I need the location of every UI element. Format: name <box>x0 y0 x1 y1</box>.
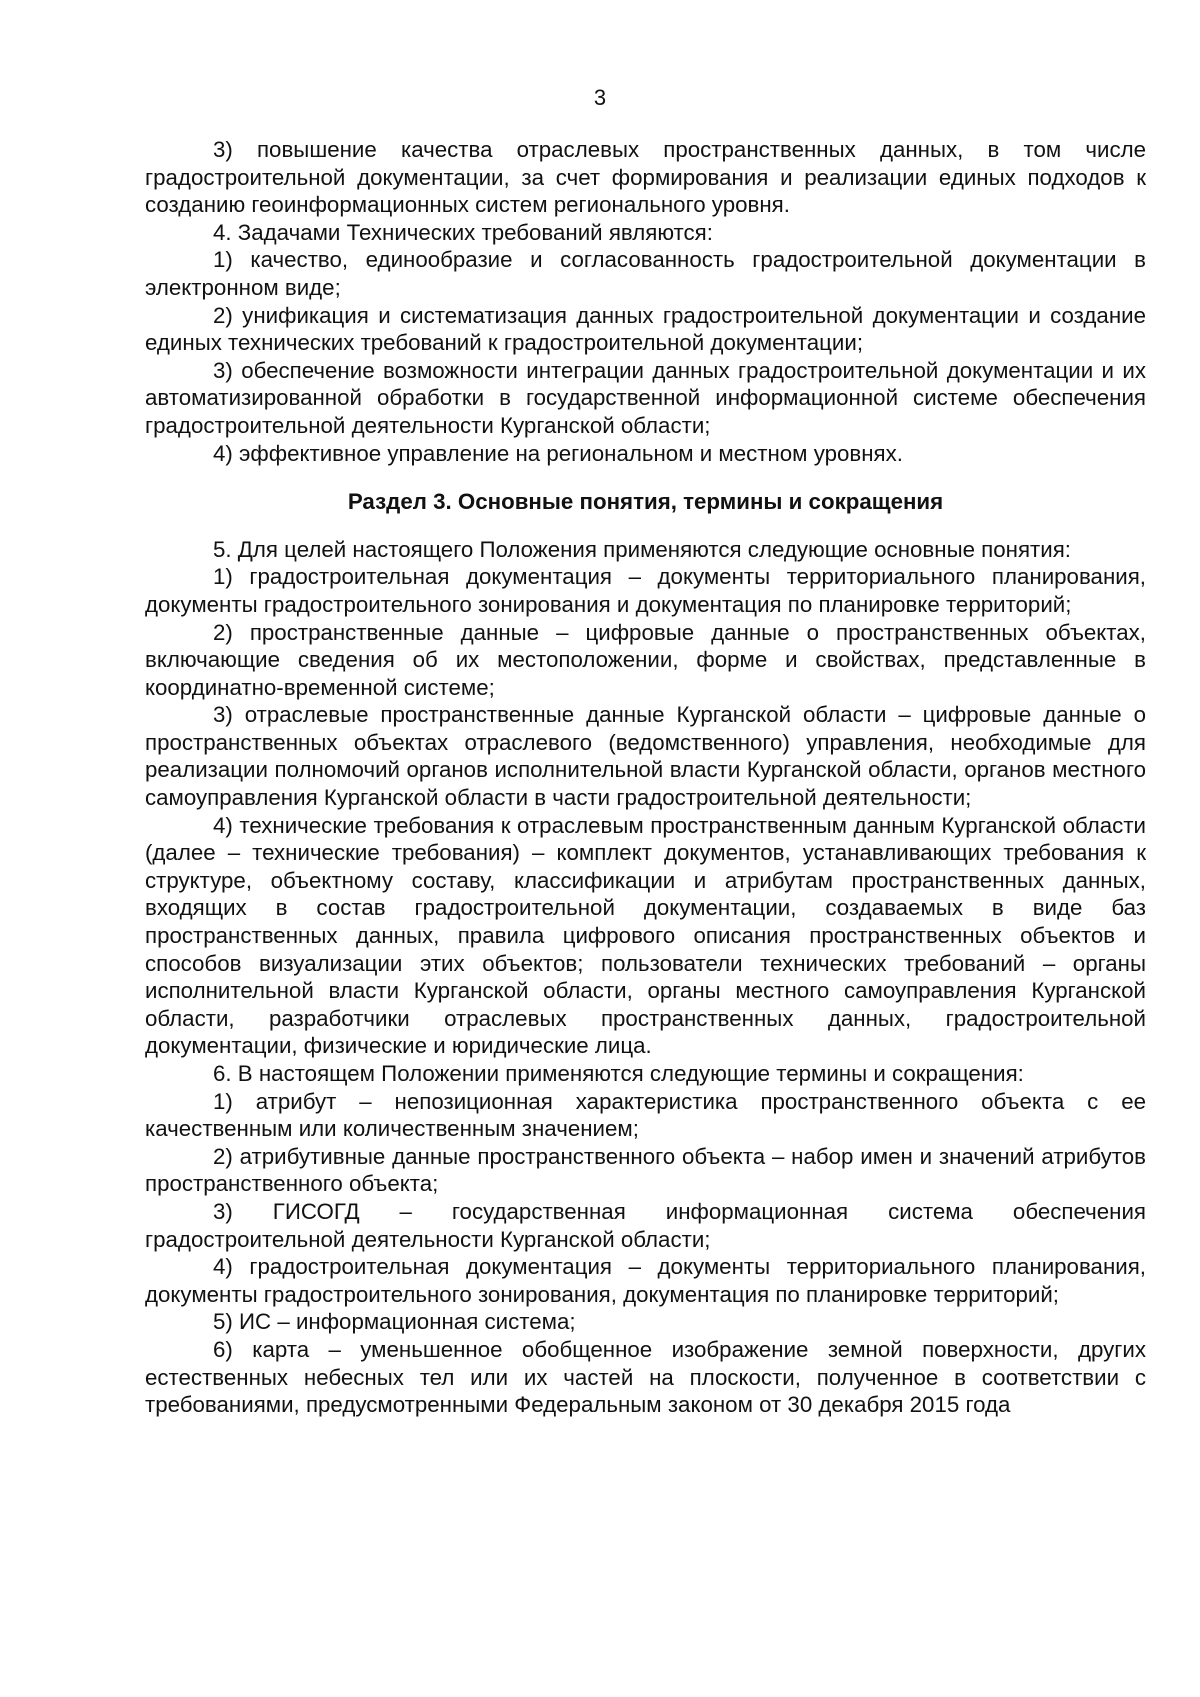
paragraph: 2) унификация и систематизация данных градостроительной документации и создание единых технических требований к градостроительной документации; <box>145 302 1146 356</box>
paragraph: 3) ГИСОГД – государственная информационная система обеспечения градостроительной деятельности Курганской области; <box>145 1198 1146 1252</box>
paragraph: 1) качество, единообразие и согласованность градостроительной документации в электронном виде; <box>145 247 1146 300</box>
paragraph: 4. Задачами Технических требований являются: <box>213 219 713 245</box>
page-number: 3 <box>593 85 607 110</box>
paragraph: 6. В настоящем Положении применяются следующие термины и сокращения: <box>213 1061 1024 1086</box>
paragraph: 1) атрибут – непозиционная характеристика пространственного объекта с ее качественным или количественным значением; <box>145 1088 1146 1142</box>
paragraph: 3) отраслевые пространственные данные Курганской области – цифровые данные о пространственных объектах отраслевого (ведомственного) управления, необходимые для реализации полномочий органов исполнительной власти Курганской области, органов местного самоуправления Курганской области в части градостроительной деятельности; <box>145 702 1146 811</box>
paragraph: 3) обеспечение возможности интеграции данных градостроительной документации и их автоматизированной обработки в государственной информационной системе обеспечения градостроительной деятельности Курганской области; <box>145 357 1146 438</box>
paragraph: 6) карта – уменьшенное обобщенное изображение земной поверхности, других естественных небесных тел или их частей на плоскости, полученное в соответствии с требованиями, предусмотренными Федеральным законом от 30 декабря 2015 года <box>145 1336 1146 1418</box>
paragraph: 4) технические требования к отраслевым пространственным данным Курганской области (далее – технические требования) – комплект документов, устанавливающих требования к структуре, объектному составу, классификации и атрибутам пространственных данных, входящих в состав градостроительной документации, создаваемых в виде баз пространственных данных, правила цифрового описания пространственных объектов и способов визуализации этих объектов; пользователи технических требований – органы исполнительной власти Курганской области, органы местного самоуправления Курганской области, разработчики отраслевых пространственных данных, градостроительной документации, физические и юридические лица. <box>145 812 1146 1059</box>
paragraph: 4) эффективное управление на региональном и местном уровнях. <box>213 440 903 466</box>
paragraph: 4) градостроительная документация – документы территориального планирования, документы градостроительного зонирования, документация по планировке территорий; <box>145 1254 1146 1307</box>
paragraph: 2) пространственные данные – цифровые данные о пространственных объектах, включающие сведения об их местоположении, форме и свойствах, представленные в координатно-временной системе; <box>145 619 1146 700</box>
document-body <box>145 136 1146 1419</box>
paragraph: 1) градостроительная документация – документы территориального планирования, документы градостроительного зонирования и документация по планировке территорий; <box>145 564 1146 617</box>
paragraph: 5) ИС – информационная система; <box>213 1309 576 1335</box>
paragraph: 2) атрибутивные данные пространственного объекта – набор имен и значений атрибутов пространственного объекта; <box>145 1143 1146 1197</box>
paragraph: 5. Для целей настоящего Положения применяются следующие основные понятия: <box>213 536 1071 562</box>
section-heading: Раздел 3. Основные понятия, термины и сокращения <box>347 489 944 515</box>
paragraph: 3) повышение качества отраслевых пространственных данных, в том числе градостроительной документации, за счет формирования и реализации единых подходов к созданию геоинформационных систем регионального уровня. <box>145 137 1146 218</box>
